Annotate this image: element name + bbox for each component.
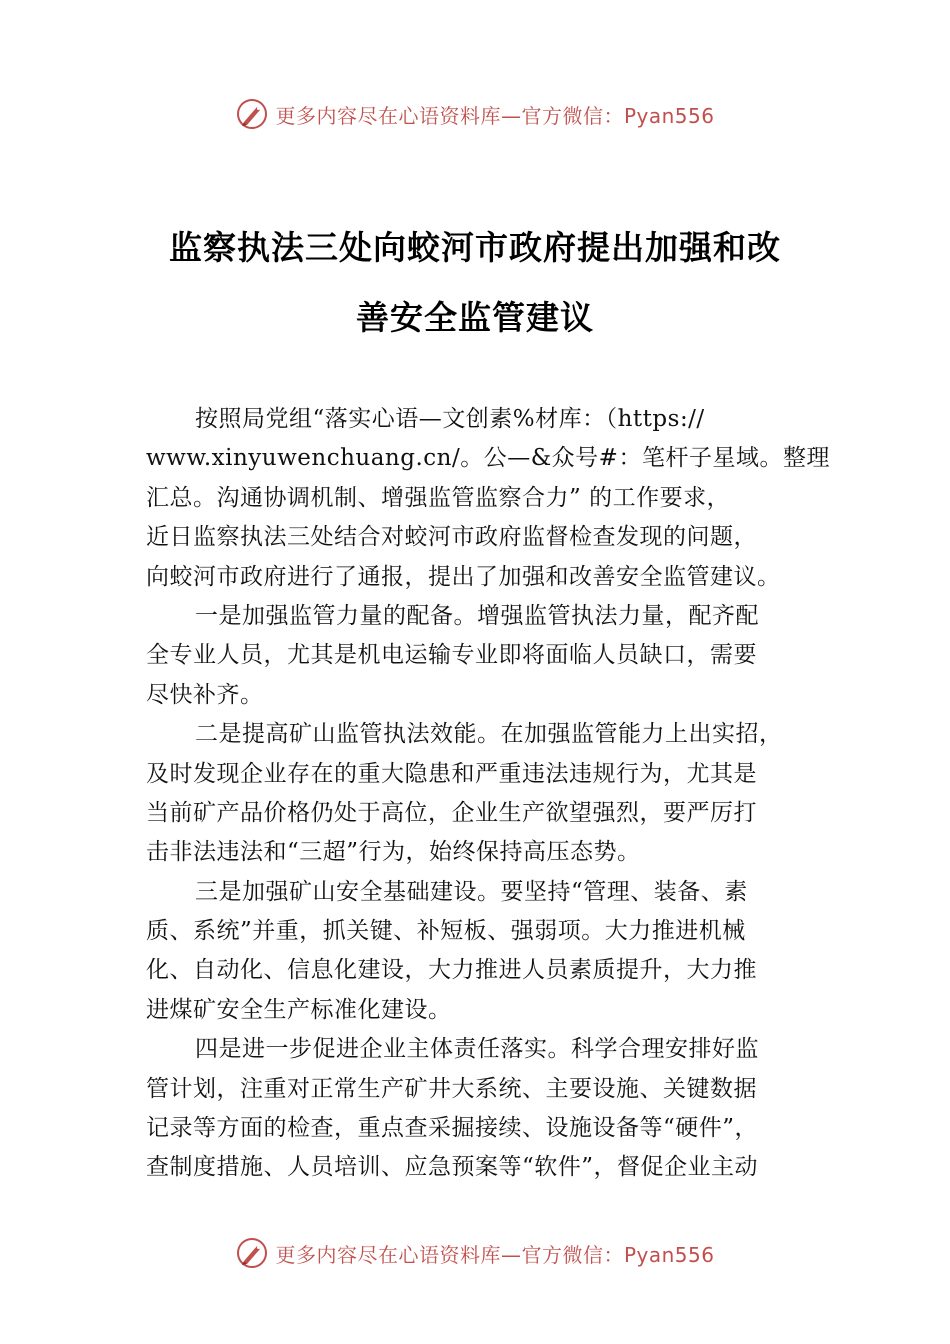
body-line: 查制度措施、人员培训、应急预案等“软件”，督促企业主动 [146,1154,759,1181]
body-line: 进煤矿安全生产标准化建设。 [146,996,452,1023]
body-line: 化、自动化、信息化建设，大力推进人员素质提升，大力推 [146,957,757,984]
body-line: 质、系统”并重，抓关键、补短板、强弱项。大力推进机械 [146,918,746,945]
body-line: 向蛟河市政府进行了通报，提出了加强和改善安全监管建议。 [146,563,781,590]
body-line: 二是提高矿山监管执法效能。在加强监管能力上出实招， [195,721,783,748]
body-line: 当前矿产品价格仍处于高位，企业生产欲望强烈，要严厉打 [146,799,757,826]
fountain-pen-logo-icon [235,97,269,131]
body-line: 按照局党组“落实心语—文创素%材库：（https:// [195,406,705,432]
body-line: 三是加强矿山安全基础建设。要坚持“管理、装备、素 [195,878,748,905]
body-line: 全专业人员，尤其是机电运输专业即将面临人员缺口，需要 [146,642,757,669]
header-watermark [0,94,950,134]
body-line: 记录等方面的检查，重点查采掘接续、设施设备等“硬件”， [146,1115,759,1142]
body-line: 汇总。沟通协调机制、增强监管监察合力” 的工作要求， [146,484,731,511]
body-line: 尽快补齐。 [146,681,264,708]
body-line: 一是加强监管力量的配备。增强监管执法力量，配齐配 [195,602,759,629]
document-title-line-2: 善安全监管建议 [356,298,594,337]
watermark-text: 更多内容尽在心语资料库—官方微信：Pyan556 [275,1242,715,1267]
document-body [146,400,830,1188]
fountain-pen-logo-icon [235,1236,269,1270]
body-line: 近日监察执法三处结合对蛟河市政府监督检查发现的问题， [146,524,757,551]
body-line: 击非法违法和“三超”行为，始终保持高压态势。 [146,839,641,866]
body-line: 及时发现企业存在的重大隐患和严重违法违规行为，尤其是 [146,760,757,787]
body-line: 管计划，注重对正常生产矿井大系统、主要设施、关键数据 [146,1075,757,1102]
body-line: www.xinyuwenchuang.cn/。公—&众号#：笔杆子星域。整理 [146,445,830,472]
footer-watermark [0,1233,950,1273]
body-line: 四是进一步促进企业主体责任落实。科学合理安排好监 [195,1036,759,1063]
document-title-line-1: 监察执法三处向蛟河市政府提出加强和改 [169,228,781,267]
watermark-text: 更多内容尽在心语资料库—官方微信：Pyan556 [275,103,715,128]
